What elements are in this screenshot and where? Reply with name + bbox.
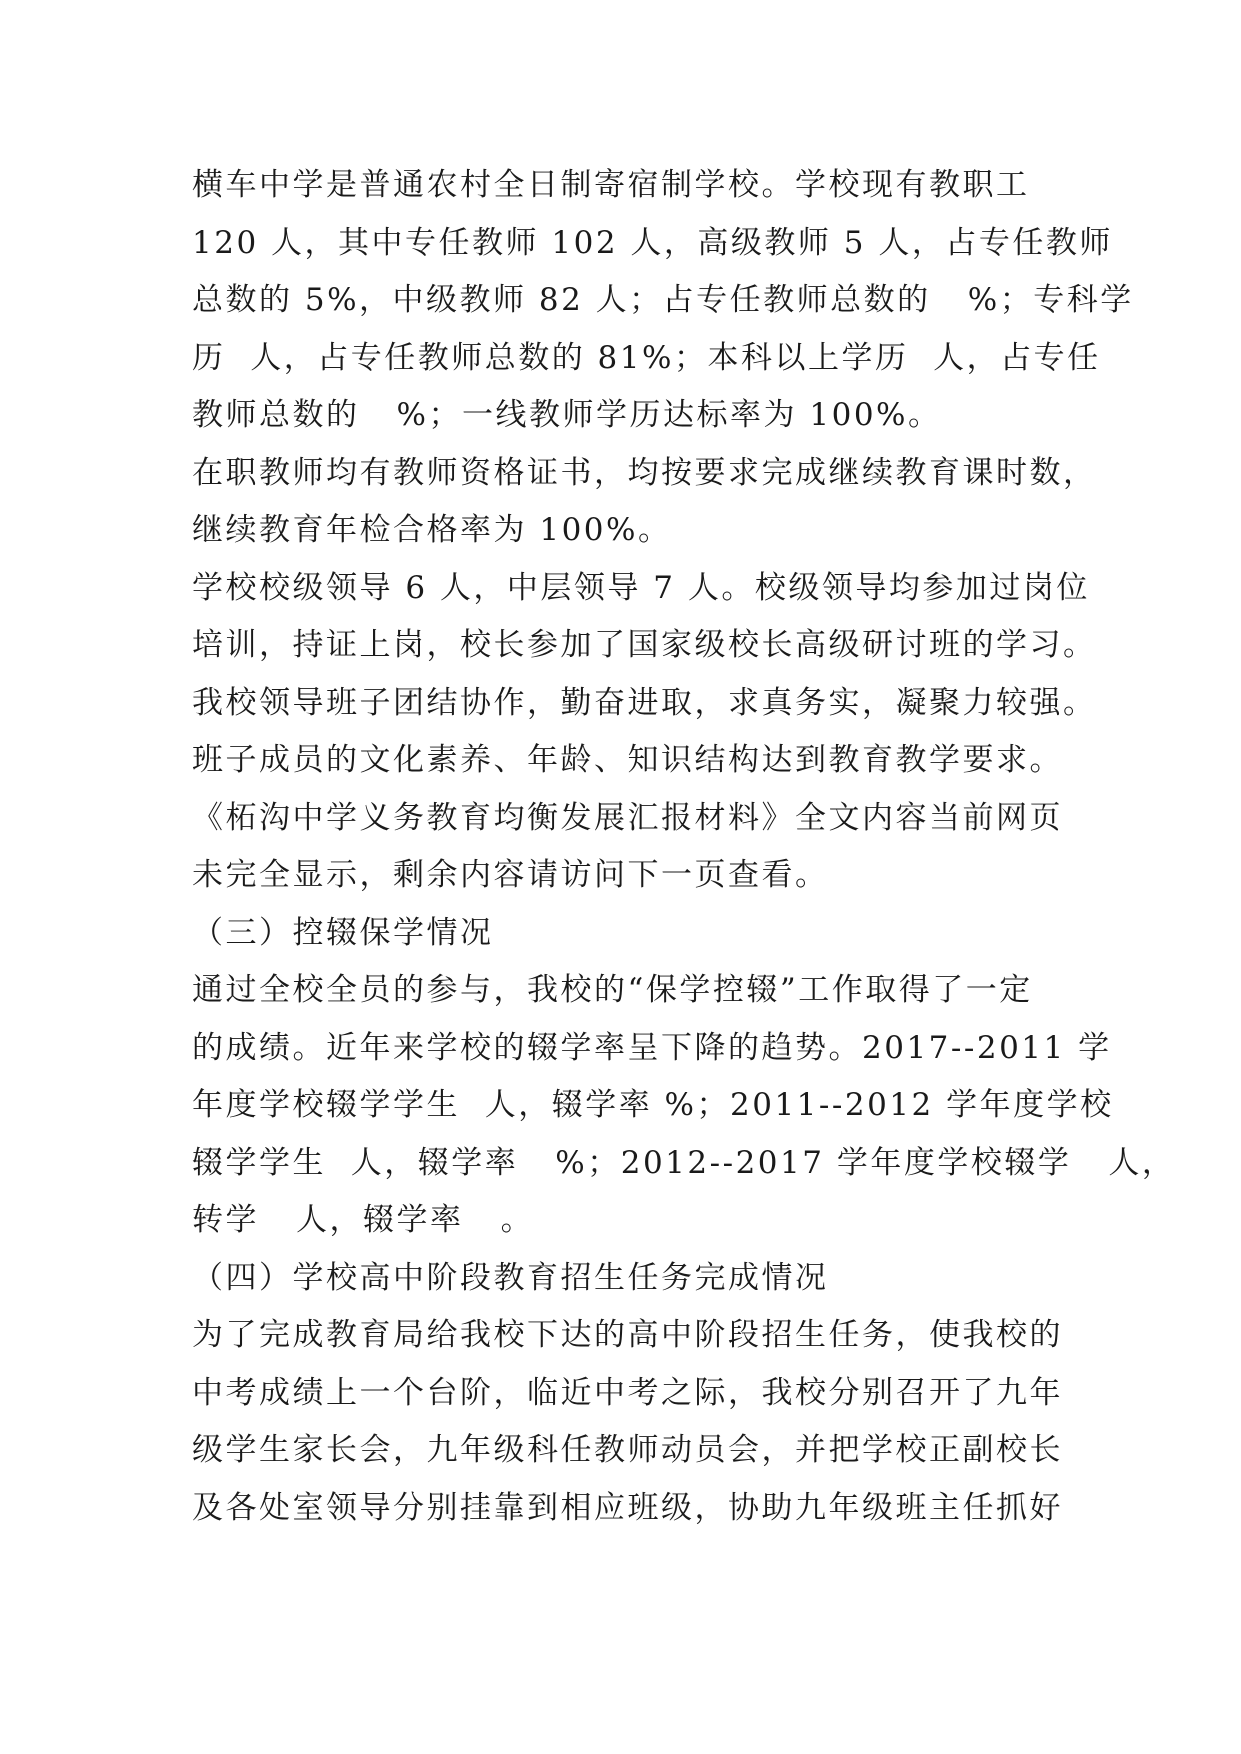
section-heading: （四）学校高中阶段教育招生任务完成情况 <box>192 1259 829 1296</box>
text-line: 继续教育年检合格率为 100%。 <box>192 512 672 548</box>
text-line: 在职教师均有教师资格证书，均按要求完成继续教育课时数， <box>192 454 1097 491</box>
text-line: 班子成员的文化素养、年龄、知识结构达到教育教学要求。 <box>192 742 1063 778</box>
text-line: 转学 人，辍学率 。 <box>192 1202 535 1238</box>
text-line: 级学生家长会，九年级科任教师动员会，并把学校正副校长 <box>192 1432 1063 1468</box>
text-line: 辍学学生 人，辍学率 %；2012--2017 学年度学校辍学 人， <box>192 1144 1176 1181</box>
text-line: 横车中学是普通农村全日制寄宿制学校。学校现有教职工 <box>192 167 1030 203</box>
text-line: 为了完成教育局给我校下达的高中阶段招生任务，使我校的 <box>192 1317 1063 1353</box>
text-line: 通过全校全员的参与，我校的“保学控辍”工作取得了一定 <box>192 972 1033 1008</box>
text-line: 总数的 5%，中级教师 82 人；占专任教师总数的 %；专科学 <box>192 282 1134 318</box>
text-line: 教师总数的 %；一线教师学历达标率为 100%。 <box>192 397 942 433</box>
text-line: 《柘沟中学义务教育均衡发展汇报材料》全文内容当前网页 <box>192 799 1063 836</box>
document-body <box>192 157 1176 1537</box>
text-line: 培训，持证上岗，校长参加了国家级校长高级研讨班的学习。 <box>192 627 1097 663</box>
text-line: 中考成绩上一个台阶，临近中考之际，我校分别召开了九年 <box>192 1374 1063 1411</box>
text-line: 我校领导班子团结协作，勤奋进取，求真务实，凝聚力较强。 <box>192 684 1097 721</box>
text-line: 及各处室领导分别挂靠到相应班级，协助九年级班主任抓好 <box>192 1489 1063 1526</box>
section-heading: （三）控辍保学情况 <box>192 914 494 951</box>
text-line: 学校校级领导 6 人，中层领导 7 人。校级领导均参加过岗位 <box>192 569 1090 606</box>
text-line: 年度学校辍学学生 人，辍学率 %；2011--2012 学年度学校 <box>192 1087 1114 1123</box>
text-line: 120 人，其中专任教师 102 人，高级教师 5 人，占专任教师 <box>192 224 1113 261</box>
text-line: 未完全显示，剩余内容请访问下一页查看。 <box>192 857 829 893</box>
text-line: 历 人，占专任教师总数的 81%；本科以上学历 人，占专任 <box>192 339 1101 376</box>
text-line: 的成绩。近年来学校的辍学率呈下降的趋势。2017--2011 学 <box>192 1029 1112 1066</box>
